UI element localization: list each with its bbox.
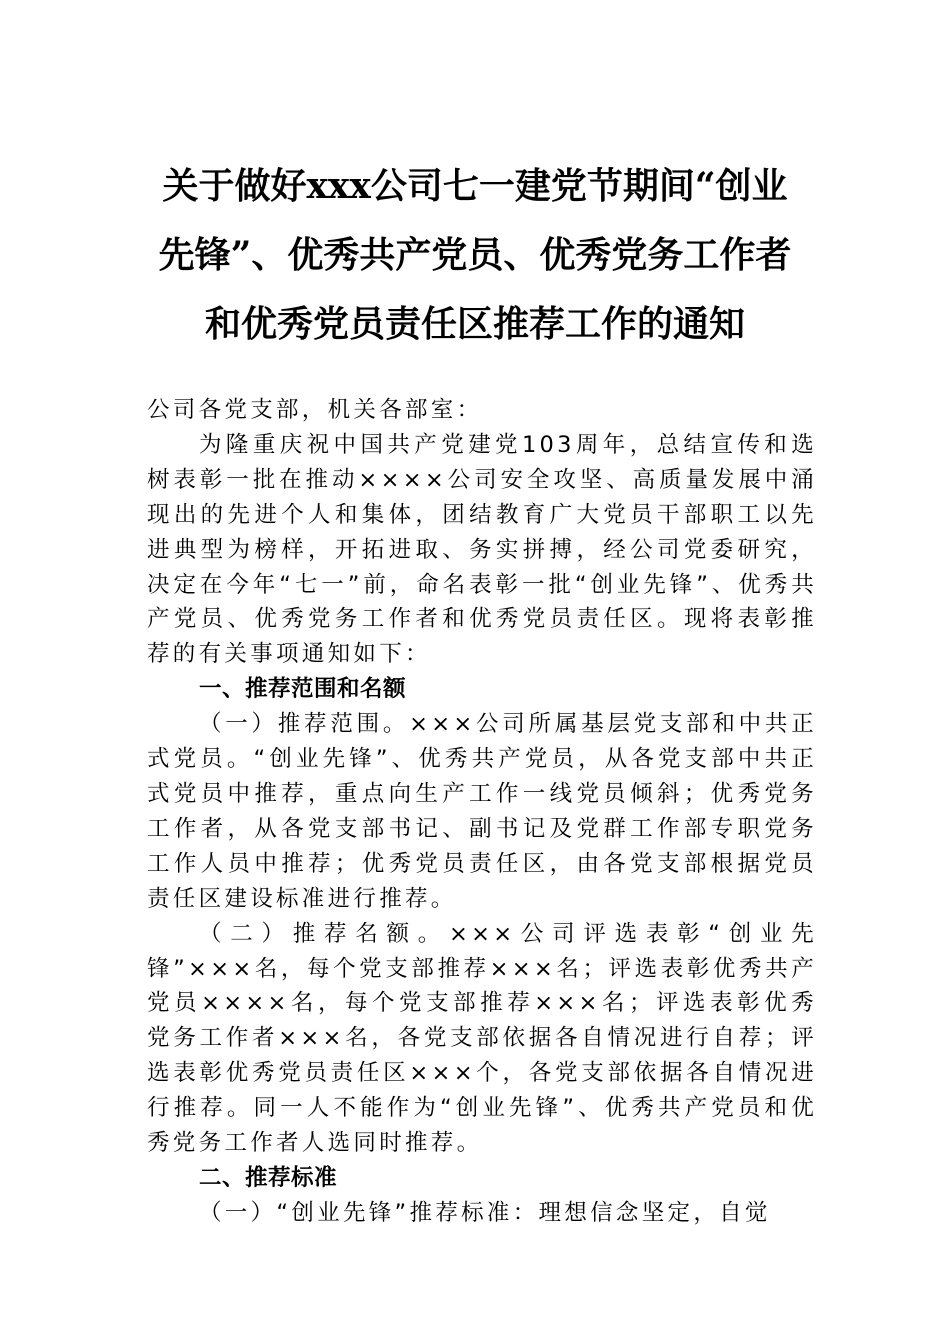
title-line-3: 和优秀党员责任区推荐工作的通知 [204, 303, 745, 345]
title-line-1: 关于做好xxx公司七一建党节期间“创业 [162, 165, 788, 207]
document-body [147, 393, 817, 1231]
section1-paragraph-2: （二）推荐名额。×××公司评选表彰“创业先锋”×××名，每个党支部推荐×××名；评选表彰优秀共产党员××××名，每个党支部推荐×××名；评选表彰优秀党务工作者×××名，各党支部依据各自情况进行自荐；评选表彰优秀党员责任区×××个，各党支部依据各自情况进行推荐。同一人不能作为“创业先锋”、优秀共产党员和优秀党务工作者人选同时推荐。 [147, 920, 817, 1157]
title-line-2: 先锋”、优秀共产党员、优秀党务工作者 [158, 234, 792, 276]
section-heading-1: 一、推荐范围和名额 [199, 676, 407, 703]
document-title [120, 152, 830, 359]
section-heading-2: 二、推荐标准 [199, 1164, 338, 1191]
intro-paragraph: 为隆重庆祝中国共产党建党103周年，总结宣传和选树表彰一批在推动××××公司安全攻坚、高质量发展中涌现出的先进个人和集体，团结教育广大党员干部职工以先进典型为榜样，开拓进取、务实拼搏，经公司党委研究，决定在今年“七一”前，命名表彰一批“创业先锋”、优秀共产党员、优秀党务工作者和优秀党员责任区。现将表彰推荐的有关事项通知如下： [147, 431, 817, 668]
section2-paragraph-1: （一）“创业先锋”推荐标准：理想信念坚定，自觉 [199, 1199, 771, 1226]
salutation: 公司各党支部，机关各部室： [147, 397, 483, 423]
section1-paragraph-1: （一）推荐范围。×××公司所属基层党支部和中共正式党员。“创业先锋”、优秀共产党员，从各党支部中共正式党员中推荐，重点向生产工作一线党员倾斜；优秀党务工作者，从各党支部书记、副书记及党群工作部专职党务工作人员中推荐；优秀党员责任区，由各党支部根据党员责任区建设标准进行推荐。 [147, 711, 817, 912]
